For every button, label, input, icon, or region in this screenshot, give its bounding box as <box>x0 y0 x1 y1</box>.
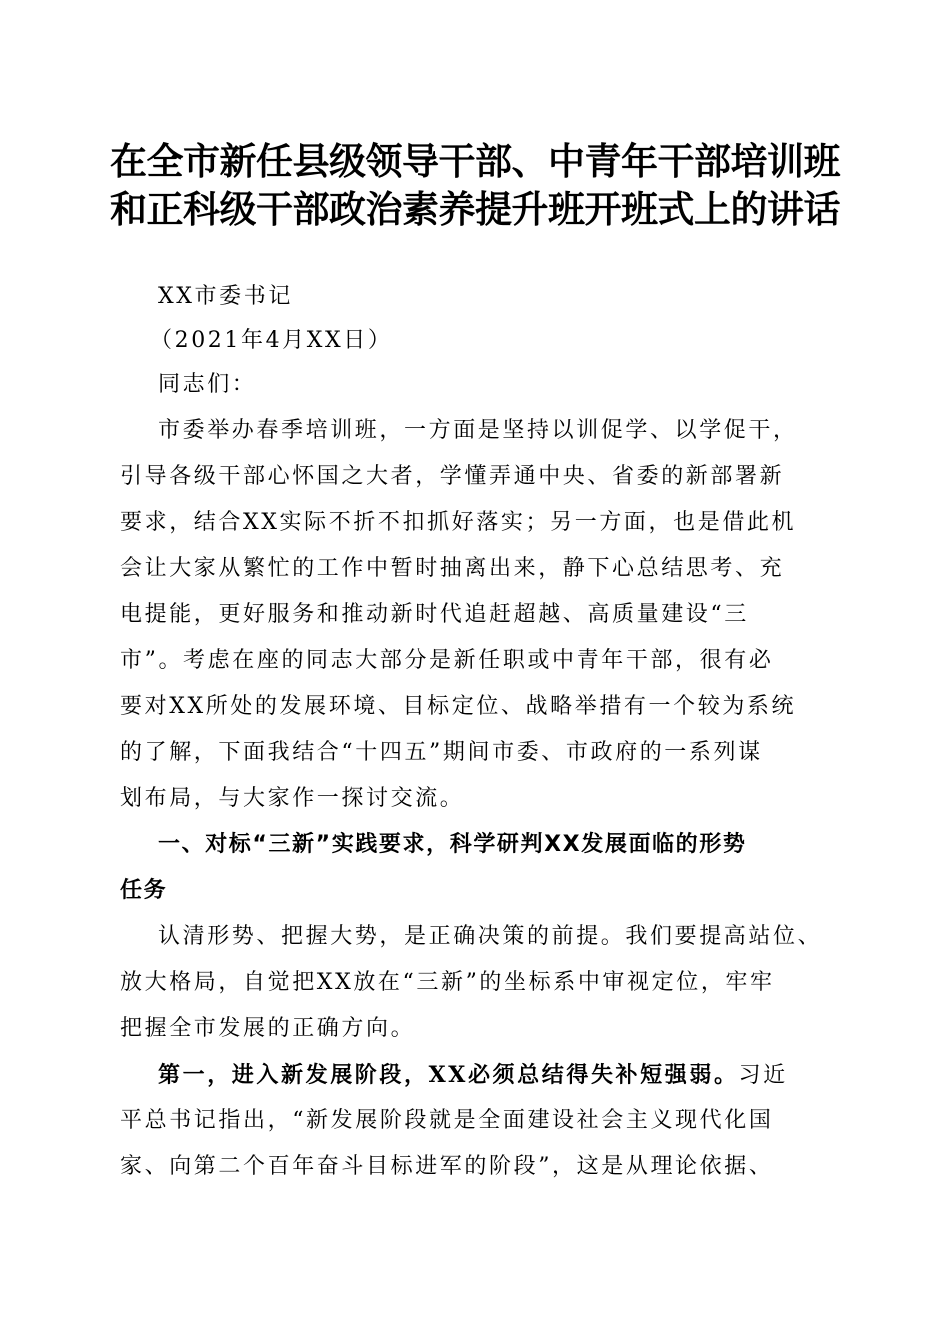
intro-line: 引导各级干部心怀国之大者，学懂弄通中央、省委的新部署新 <box>120 464 785 489</box>
intro-line: 要求，结合XX实际不折不扣抓好落实；另一方面，也是借此机 <box>120 510 797 535</box>
intro-line: 市委举办春季培训班，一方面是坚持以训促学、以学促干， <box>158 418 798 443</box>
document-title-line-2: 和正科级干部政治素养提升班开班式上的讲话 <box>110 187 840 231</box>
section-paragraph-line: 放大格局，自觉把XX放在“三新”的坐标系中审视定位，牢牢 <box>120 970 775 995</box>
intro-line: 会让大家从繁忙的工作中暂时抽离出来，静下心总结思考、充 <box>120 556 785 581</box>
section-paragraph-line: 把握全市发展的正确方向。 <box>120 1016 416 1041</box>
point-line: 平总书记指出，“新发展阶段就是全面建设社会主义现代化国 <box>120 1108 774 1133</box>
point-lead: 第一，进入新发展阶段，XX必须总结得失补短强弱。 <box>158 1062 739 1088</box>
salutation: 同志们： <box>158 372 257 397</box>
section-heading-line-1: 一、对标“三新”实践要求，科学研判XX发展面临的形势 <box>158 832 747 857</box>
point-lead-continuation: 习近 <box>738 1063 788 1088</box>
section-heading-line-2: 任务 <box>120 878 168 903</box>
point-line: 家、向第二个百年奋斗目标进军的阶段”，这是从理论依据、 <box>120 1154 774 1179</box>
intro-line: 市”。考虑在座的同志大部分是新任职或中青年干部，很有必 <box>120 648 774 673</box>
speaker-line: XX市委书记 <box>158 284 293 309</box>
point-line <box>158 1050 840 1101</box>
intro-line: 划布局，与大家作一探讨交流。 <box>120 786 465 811</box>
date-line: （2021年4月XX日） <box>150 328 393 353</box>
section-paragraph-line: 认清形势、把握大势，是正确决策的前提。我们要提高站位、 <box>158 924 823 949</box>
document-title-line-1: 在全市新任县级领导干部、中青年干部培训班 <box>110 139 840 183</box>
intro-line: 电提能，更好服务和推动新时代追赶超越、高质量建设“三 <box>120 602 749 627</box>
intro-line: 的了解，下面我结合“十四五”期间市委、市政府的一系列谋 <box>120 740 763 765</box>
intro-line: 要对XX所处的发展环境、目标定位、战略举措有一个较为系统 <box>120 694 797 719</box>
